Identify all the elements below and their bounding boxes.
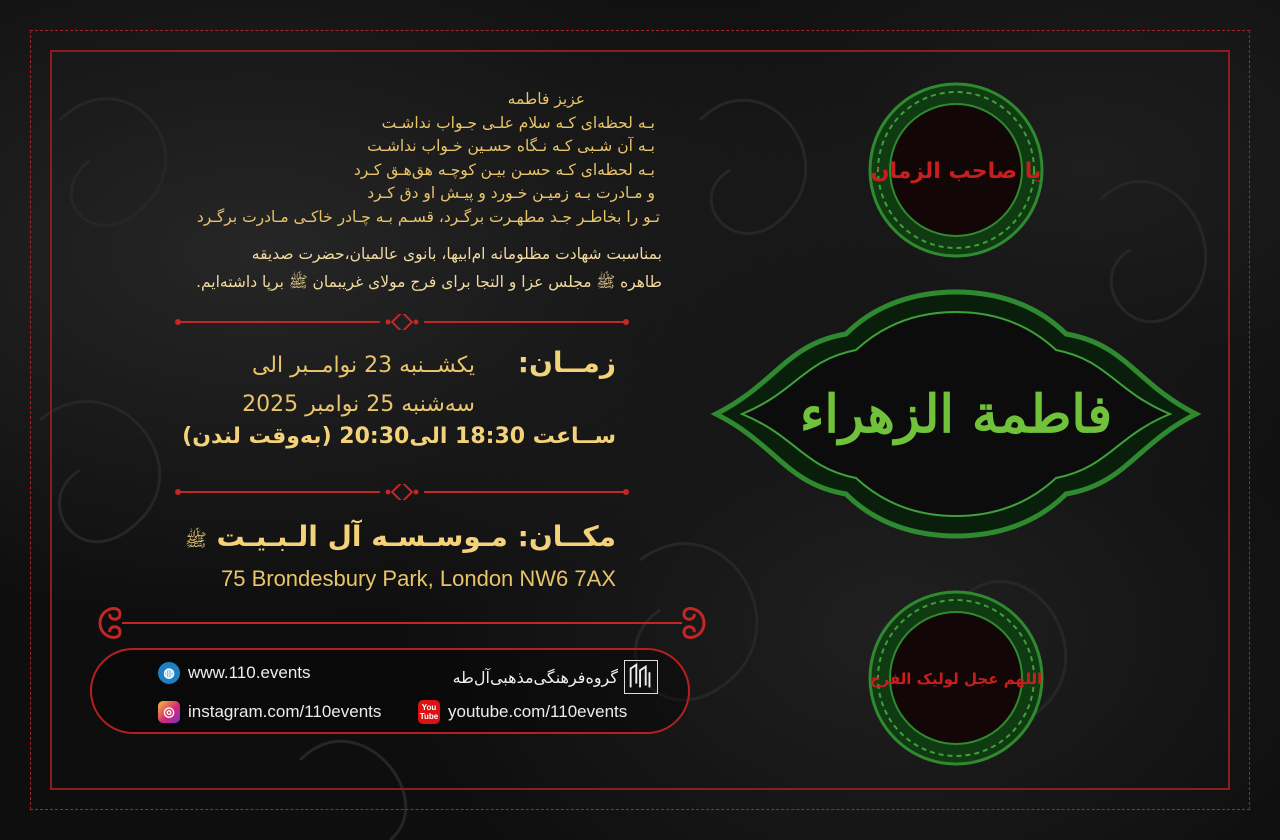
ornamental-divider-wide (92, 600, 712, 646)
instagram-link[interactable] (158, 701, 381, 723)
venue-label: مکــان: (517, 520, 616, 553)
poem-title: عزیز فاطمه (507, 90, 585, 108)
time-label: زمــان: (517, 346, 616, 379)
ornamental-divider (172, 314, 632, 330)
top-medallion-calligraphy: یا صاحب الزمان (870, 159, 1042, 184)
main-calligraphy-cartouche (696, 284, 1216, 544)
poem-line: تـو را بخاطـر جـد مطهـرت برگـرد، قسـم بـه چـادر خاکـی مـادرت برگـرد (196, 207, 660, 226)
instagram-text: instagram.com/110events (188, 702, 382, 721)
venue-honorific: ﷺ (185, 530, 207, 551)
occasion-text (130, 240, 662, 296)
poem-line: بـه لحظه‌ای کـه حسـن بیـن کوچـه هق‌هـق کـرد (353, 160, 655, 179)
main-calligraphy-text: فاطمة الزهراء (799, 384, 1113, 445)
bottom-calligraphy-medallion (866, 588, 1046, 768)
org-name: گروه‌فرهنگی‌مذهبی‌آل‌طه (452, 667, 618, 687)
ornamental-divider (172, 484, 632, 500)
top-calligraphy-medallion (866, 80, 1046, 260)
occasion-line: طاهره ﷺ مجلس عزا و التجا برای فرج مولای غریبمان ﷺ برپا داشته‌ایم. (196, 273, 662, 291)
bottom-medallion-calligraphy: اللهم عجل لولیک الفرج (869, 670, 1043, 688)
venue-name: مـوسـسـه آل الـبـیـت (216, 520, 508, 553)
website-link[interactable] (158, 662, 311, 684)
occasion-line: بمناسبت شهادت مظلومانه ام‌ابیها، بانوی عالمیان،حضرت صدیقه (251, 245, 662, 263)
youtube-link[interactable] (418, 700, 627, 724)
website-text: www.110.events (188, 663, 311, 682)
time-dates (170, 346, 475, 424)
organization-badge (400, 660, 658, 694)
venue-address: 75 Brondesbury Park, London NW6 7AX (220, 566, 616, 591)
time-hours: ســاعت 18:30 الی20:30 (به‌وقت لندن) (182, 424, 616, 449)
instagram-icon: ◎ (158, 701, 180, 723)
youtube-icon-text-bottom: Tube (419, 712, 439, 721)
poem-block (140, 88, 660, 229)
youtube-text: youtube.com/110events (448, 702, 628, 721)
poem-line: بـه لحظه‌ای کـه سلام علـی جـواب نداشـت (381, 113, 655, 132)
org-logo-icon (624, 660, 658, 694)
youtube-icon (418, 700, 440, 724)
poem-line: بـه آن شـبی کـه نـگاه حسـین خـواب نداشـت (367, 137, 655, 155)
poem-line: و مـادرت بـه زمیـن خـورد و پیـش او دق کـرد (367, 184, 655, 202)
venue-line (170, 520, 616, 555)
time-date-line: یکشــنبه 23 نوامــبر الی (251, 353, 475, 378)
globe-icon: ◍ (158, 662, 180, 684)
youtube-icon-text-top: You (421, 703, 437, 712)
time-date-line: سه‌شنبه 25 نوامبر 2025 (242, 392, 475, 417)
